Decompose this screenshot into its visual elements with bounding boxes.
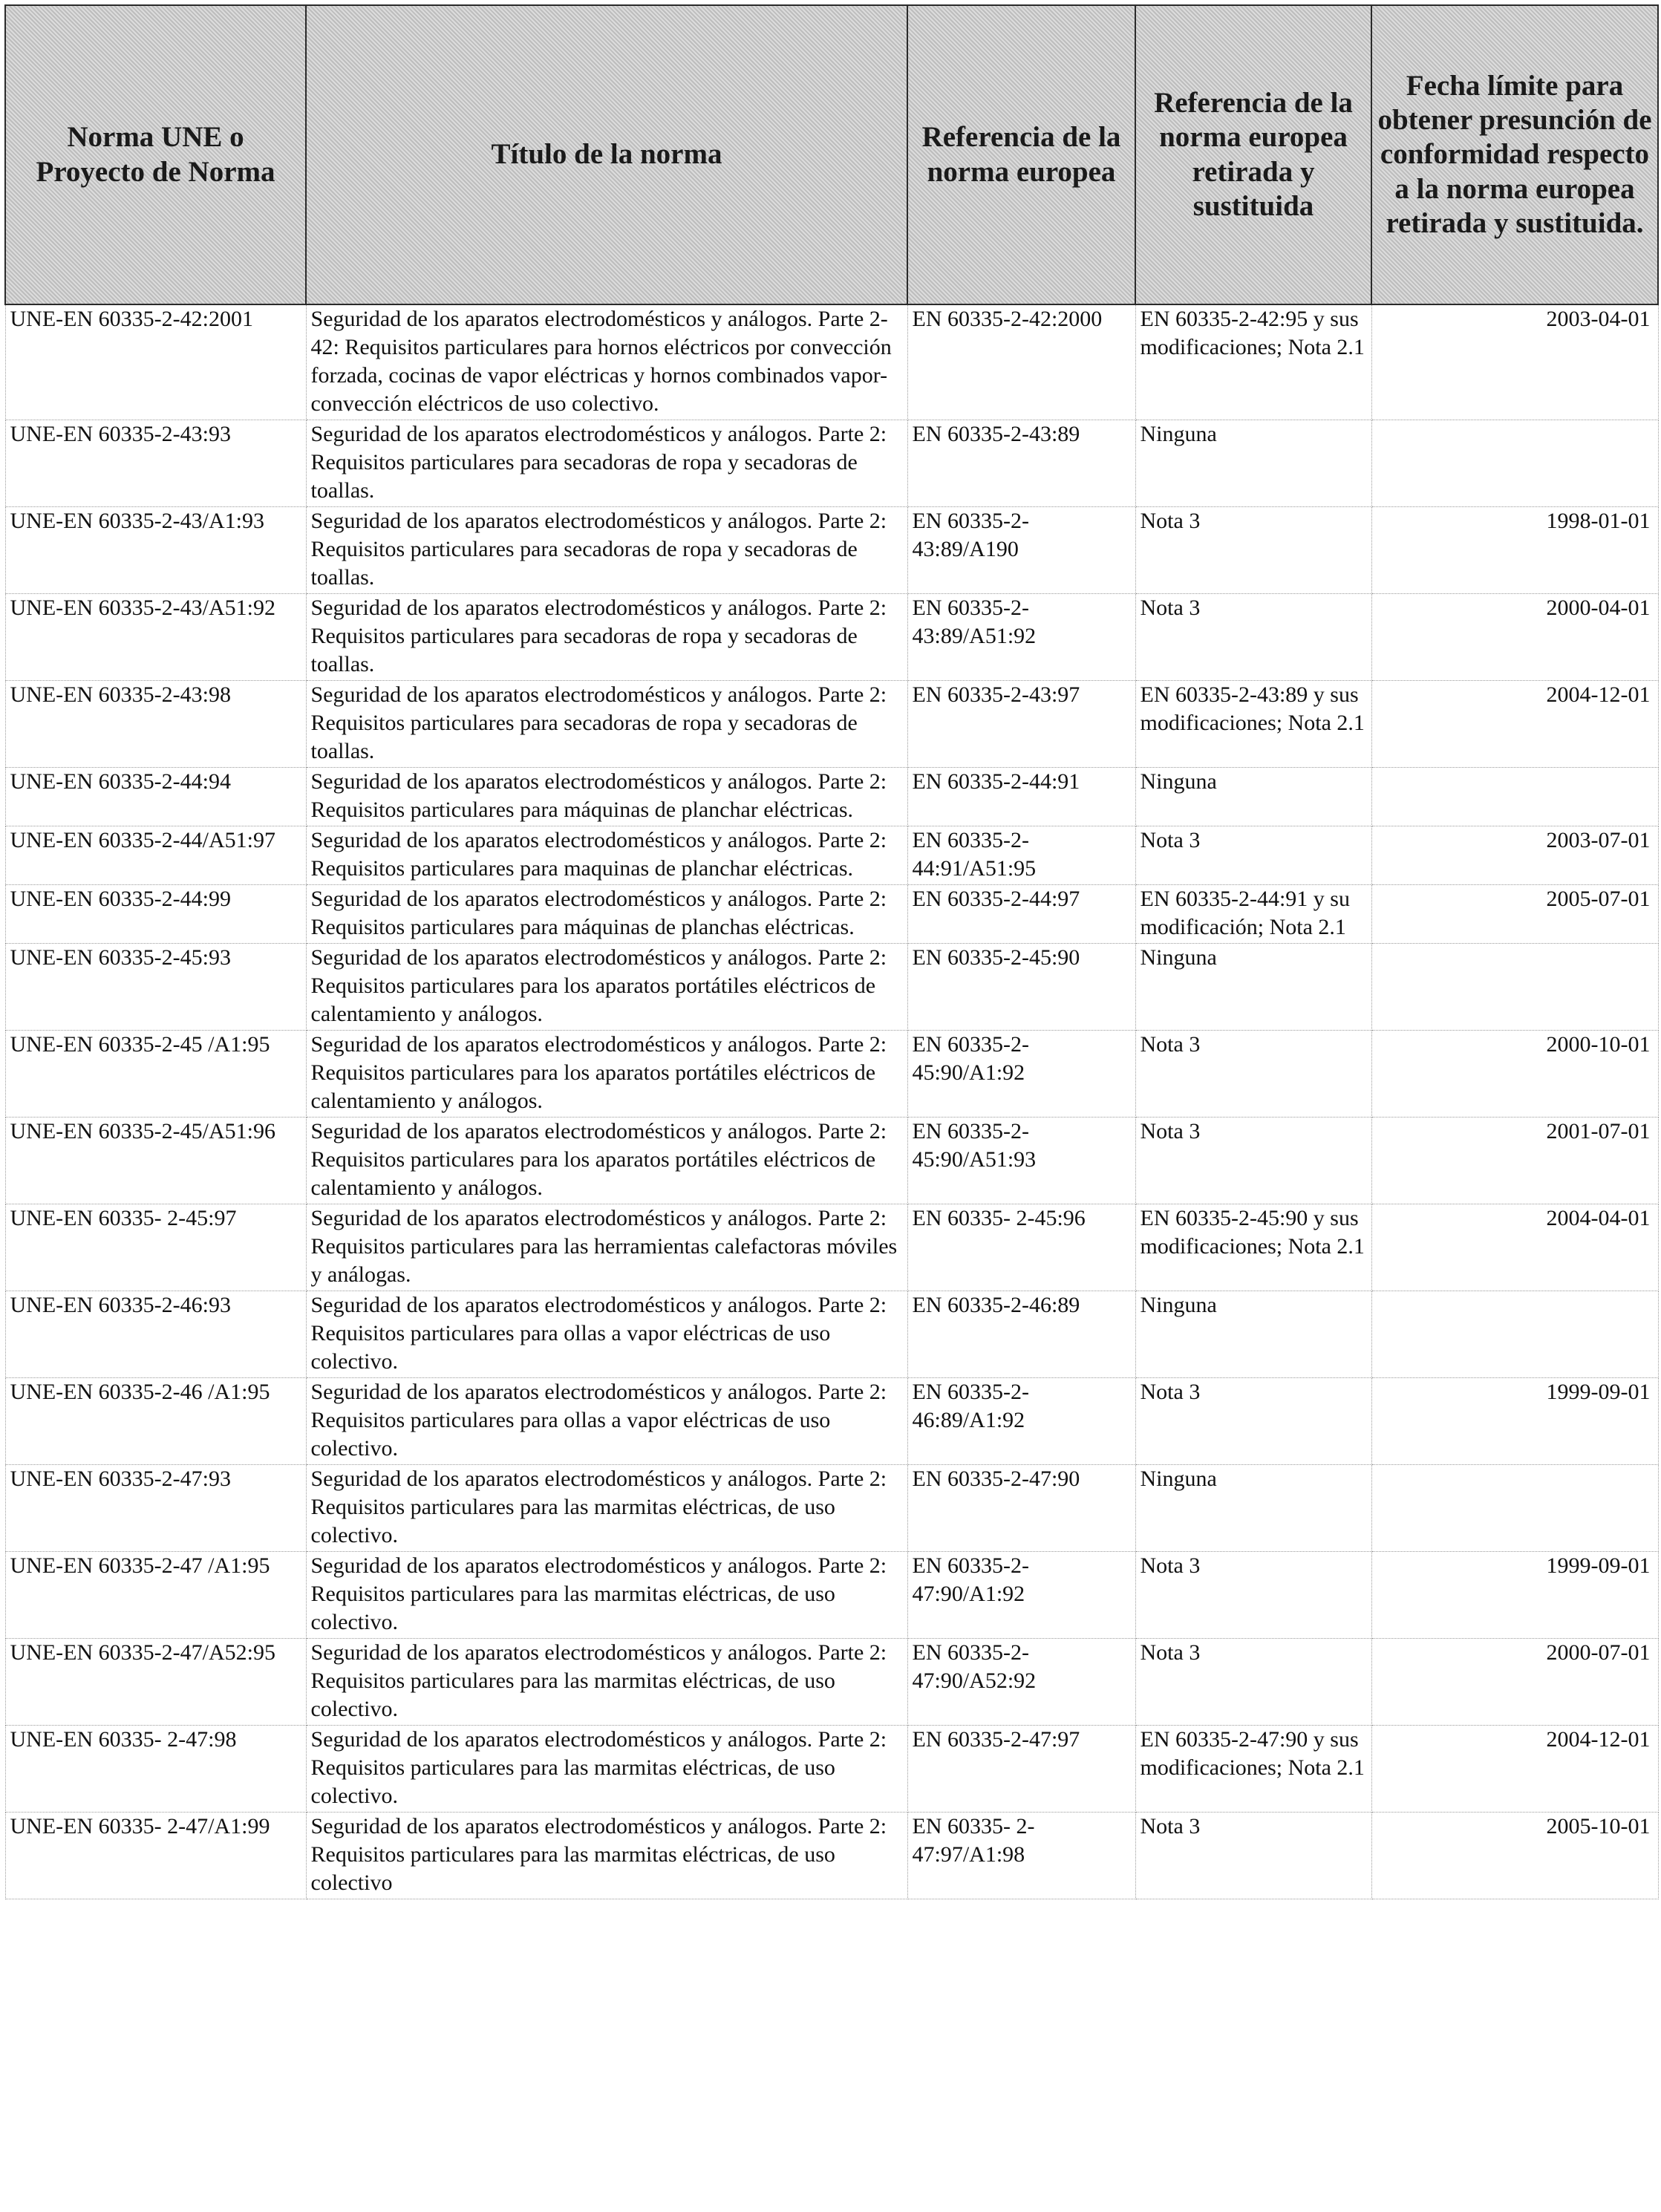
cell-norma: UNE-EN 60335-2-45 /A1:95 xyxy=(5,1031,306,1118)
cell-norma: UNE-EN 60335-2-44:94 xyxy=(5,768,306,826)
table-row xyxy=(5,1813,1658,1899)
cell-retirada: Nota 3 xyxy=(1135,1118,1371,1204)
cell-titulo: Seguridad de los aparatos electrodomésticos y análogos. Parte 2: Requisitos particulares para las herramientas calefactoras móviles y análogas. xyxy=(306,1204,907,1291)
cell-titulo: Seguridad de los aparatos electrodomésticos y análogos. Parte 2: Requisitos particulares para los aparatos portátiles eléctricos de calentamiento y análogos. xyxy=(306,1118,907,1204)
cell-retirada: Nota 3 xyxy=(1135,507,1371,594)
cell-fecha xyxy=(1371,1291,1658,1378)
cell-fecha: 2003-07-01 xyxy=(1371,826,1658,885)
cell-retirada: EN 60335-2-47:90 y sus modificaciones; Nota 2.1 xyxy=(1135,1726,1371,1813)
cell-referencia: EN 60335-2-43:89/A190 xyxy=(907,507,1135,594)
table-row xyxy=(5,1118,1658,1204)
cell-titulo: Seguridad de los aparatos electrodomésticos y análogos. Parte 2: Requisitos particulares para máquinas de planchar eléctricas. xyxy=(306,768,907,826)
cell-retirada: EN 60335-2-44:91 y su modificación; Nota 2.1 xyxy=(1135,885,1371,944)
cell-retirada: Nota 3 xyxy=(1135,1378,1371,1465)
table-row xyxy=(5,1291,1658,1378)
cell-fecha: 2004-12-01 xyxy=(1371,1726,1658,1813)
cell-norma: UNE-EN 60335-2-47/A52:95 xyxy=(5,1639,306,1726)
cell-titulo: Seguridad de los aparatos electrodomésticos y análogos. Parte 2: Requisitos particulares para las marmitas eléctricas, de uso colectivo xyxy=(306,1813,907,1899)
cell-referencia: EN 60335-2-45:90 xyxy=(907,944,1135,1031)
cell-fecha: 1999-09-01 xyxy=(1371,1378,1658,1465)
cell-fecha: 1999-09-01 xyxy=(1371,1552,1658,1639)
cell-retirada: Ninguna xyxy=(1135,768,1371,826)
cell-norma: UNE-EN 60335-2-45/A51:96 xyxy=(5,1118,306,1204)
cell-norma: UNE-EN 60335-2-46:93 xyxy=(5,1291,306,1378)
table-row xyxy=(5,1639,1658,1726)
cell-titulo: Seguridad de los aparatos electrodomésticos y análogos. Parte 2: Requisitos particulares para ollas a vapor eléctricas de uso colectivo. xyxy=(306,1378,907,1465)
cell-norma: UNE-EN 60335-2-43:93 xyxy=(5,420,306,507)
cell-retirada: EN 60335-2-45:90 y sus modificaciones; Nota 2.1 xyxy=(1135,1204,1371,1291)
cell-norma: UNE-EN 60335-2-46 /A1:95 xyxy=(5,1378,306,1465)
cell-norma: UNE-EN 60335-2-44/A51:97 xyxy=(5,826,306,885)
cell-referencia: EN 60335-2-43:97 xyxy=(907,681,1135,768)
table-row xyxy=(5,1031,1658,1118)
cell-referencia: EN 60335-2-44:97 xyxy=(907,885,1135,944)
cell-referencia: EN 60335- 2-47:97/A1:98 xyxy=(907,1813,1135,1899)
table-row xyxy=(5,1726,1658,1813)
cell-fecha xyxy=(1371,768,1658,826)
cell-norma: UNE-EN 60335-2-44:99 xyxy=(5,885,306,944)
cell-titulo: Seguridad de los aparatos electrodomésticos y análogos. Parte 2-42: Requisitos particulares para hornos eléctricos por convección forzada, cocinas de vapor eléctricas y hornos combinados vapor-convección eléctricos de uso colectivo. xyxy=(306,304,907,420)
cell-titulo: Seguridad de los aparatos electrodomésticos y análogos. Parte 2: Requisitos particulares para secadoras de ropa y secadoras de toallas. xyxy=(306,594,907,681)
table-row xyxy=(5,304,1658,420)
cell-norma: UNE-EN 60335- 2-47:98 xyxy=(5,1726,306,1813)
cell-referencia: EN 60335-2-47:97 xyxy=(907,1726,1135,1813)
cell-titulo: Seguridad de los aparatos electrodomésticos y análogos. Parte 2: Requisitos particulares para las marmitas eléctricas, de uso colectivo. xyxy=(306,1552,907,1639)
table-row xyxy=(5,826,1658,885)
standards-table xyxy=(4,4,1659,1899)
cell-retirada: Nota 3 xyxy=(1135,1813,1371,1899)
cell-fecha: 2004-12-01 xyxy=(1371,681,1658,768)
cell-fecha: 2005-07-01 xyxy=(1371,885,1658,944)
cell-referencia: EN 60335-2-47:90/A52:92 xyxy=(907,1639,1135,1726)
cell-fecha: 2000-07-01 xyxy=(1371,1639,1658,1726)
cell-fecha: 2003-04-01 xyxy=(1371,304,1658,420)
cell-fecha: 2001-07-01 xyxy=(1371,1118,1658,1204)
cell-titulo: Seguridad de los aparatos electrodomésticos y análogos. Parte 2: Requisitos particulares para secadoras de ropa y secadoras de toallas. xyxy=(306,420,907,507)
cell-referencia: EN 60335-2-47:90/A1:92 xyxy=(907,1552,1135,1639)
cell-referencia: EN 60335-2-43:89/A51:92 xyxy=(907,594,1135,681)
cell-titulo: Seguridad de los aparatos electrodomésticos y análogos. Parte 2: Requisitos particulares para ollas a vapor eléctricas de uso colectivo. xyxy=(306,1291,907,1378)
header-fecha-limite: Fecha límite para obtener presunción de conformidad respecto a la norma europea retirada y sustituida. xyxy=(1371,5,1658,304)
table-header-row xyxy=(5,5,1658,304)
cell-norma: UNE-EN 60335-2-43/A51:92 xyxy=(5,594,306,681)
cell-retirada: Nota 3 xyxy=(1135,1639,1371,1726)
cell-titulo: Seguridad de los aparatos electrodomésticos y análogos. Parte 2: Requisitos particulares para máquinas de planchas eléctricas. xyxy=(306,885,907,944)
cell-norma: UNE-EN 60335- 2-45:97 xyxy=(5,1204,306,1291)
cell-titulo: Seguridad de los aparatos electrodomésticos y análogos. Parte 2: Requisitos particulares para las marmitas eléctricas, de uso colectivo. xyxy=(306,1726,907,1813)
cell-referencia: EN 60335-2-45:90/A1:92 xyxy=(907,1031,1135,1118)
cell-norma: UNE-EN 60335-2-43:98 xyxy=(5,681,306,768)
cell-retirada: Ninguna xyxy=(1135,420,1371,507)
cell-fecha: 2005-10-01 xyxy=(1371,1813,1658,1899)
cell-norma: UNE-EN 60335-2-42:2001 xyxy=(5,304,306,420)
cell-retirada: Ninguna xyxy=(1135,1291,1371,1378)
table-row xyxy=(5,1552,1658,1639)
cell-referencia: EN 60335-2-43:89 xyxy=(907,420,1135,507)
cell-retirada: Nota 3 xyxy=(1135,1031,1371,1118)
cell-titulo: Seguridad de los aparatos electrodomésticos y análogos. Parte 2: Requisitos particulares para los aparatos portátiles eléctricos de calentamiento y análogos. xyxy=(306,1031,907,1118)
cell-titulo: Seguridad de los aparatos electrodomésticos y análogos. Parte 2: Requisitos particulares para las marmitas eléctricas, de uso colectivo. xyxy=(306,1465,907,1552)
cell-norma: UNE-EN 60335-2-43/A1:93 xyxy=(5,507,306,594)
table-row xyxy=(5,768,1658,826)
cell-titulo: Seguridad de los aparatos electrodomésticos y análogos. Parte 2: Requisitos particulares para maquinas de planchar eléctricas. xyxy=(306,826,907,885)
table-row xyxy=(5,1204,1658,1291)
cell-referencia: EN 60335-2-44:91 xyxy=(907,768,1135,826)
header-norma: Norma UNE o Proyecto de Norma xyxy=(5,5,306,304)
cell-retirada: EN 60335-2-42:95 y sus modificaciones; Nota 2.1 xyxy=(1135,304,1371,420)
table-row xyxy=(5,1378,1658,1465)
table-row xyxy=(5,420,1658,507)
table-row xyxy=(5,944,1658,1031)
cell-norma: UNE-EN 60335-2-45:93 xyxy=(5,944,306,1031)
cell-titulo: Seguridad de los aparatos electrodomésticos y análogos. Parte 2: Requisitos particulares para los aparatos portátiles eléctricos de calentamiento y análogos. xyxy=(306,944,907,1031)
cell-retirada: Nota 3 xyxy=(1135,826,1371,885)
header-retirada: Referencia de la norma europea retirada y sustituida xyxy=(1135,5,1371,304)
cell-fecha: 1998-01-01 xyxy=(1371,507,1658,594)
cell-fecha: 2004-04-01 xyxy=(1371,1204,1658,1291)
cell-fecha: 2000-04-01 xyxy=(1371,594,1658,681)
cell-referencia: EN 60335-2-47:90 xyxy=(907,1465,1135,1552)
table-row xyxy=(5,594,1658,681)
cell-referencia: EN 60335-2-46:89/A1:92 xyxy=(907,1378,1135,1465)
cell-norma: UNE-EN 60335- 2-47/A1:99 xyxy=(5,1813,306,1899)
table-row xyxy=(5,1465,1658,1552)
cell-referencia: EN 60335-2-45:90/A51:93 xyxy=(907,1118,1135,1204)
cell-fecha xyxy=(1371,420,1658,507)
cell-titulo: Seguridad de los aparatos electrodomésticos y análogos. Parte 2: Requisitos particulares para las marmitas eléctricas, de uso colectivo. xyxy=(306,1639,907,1726)
cell-retirada: Nota 3 xyxy=(1135,594,1371,681)
header-referencia: Referencia de la norma europea xyxy=(907,5,1135,304)
cell-retirada: Ninguna xyxy=(1135,944,1371,1031)
table-row xyxy=(5,681,1658,768)
cell-fecha: 2000-10-01 xyxy=(1371,1031,1658,1118)
cell-referencia: EN 60335-2-44:91/A51:95 xyxy=(907,826,1135,885)
cell-fecha xyxy=(1371,1465,1658,1552)
cell-referencia: EN 60335-2-46:89 xyxy=(907,1291,1135,1378)
table-row xyxy=(5,507,1658,594)
cell-retirada: Ninguna xyxy=(1135,1465,1371,1552)
cell-titulo: Seguridad de los aparatos electrodomésticos y análogos. Parte 2: Requisitos particulares para secadoras de ropa y secadoras de toallas. xyxy=(306,507,907,594)
cell-retirada: Nota 3 xyxy=(1135,1552,1371,1639)
cell-referencia: EN 60335- 2-45:96 xyxy=(907,1204,1135,1291)
table-row xyxy=(5,885,1658,944)
cell-retirada: EN 60335-2-43:89 y sus modificaciones; Nota 2.1 xyxy=(1135,681,1371,768)
cell-norma: UNE-EN 60335-2-47 /A1:95 xyxy=(5,1552,306,1639)
cell-titulo: Seguridad de los aparatos electrodomésticos y análogos. Parte 2: Requisitos particulares para secadoras de ropa y secadoras de toallas. xyxy=(306,681,907,768)
cell-norma: UNE-EN 60335-2-47:93 xyxy=(5,1465,306,1552)
cell-fecha xyxy=(1371,944,1658,1031)
cell-referencia: EN 60335-2-42:2000 xyxy=(907,304,1135,420)
header-titulo: Título de la norma xyxy=(306,5,907,304)
